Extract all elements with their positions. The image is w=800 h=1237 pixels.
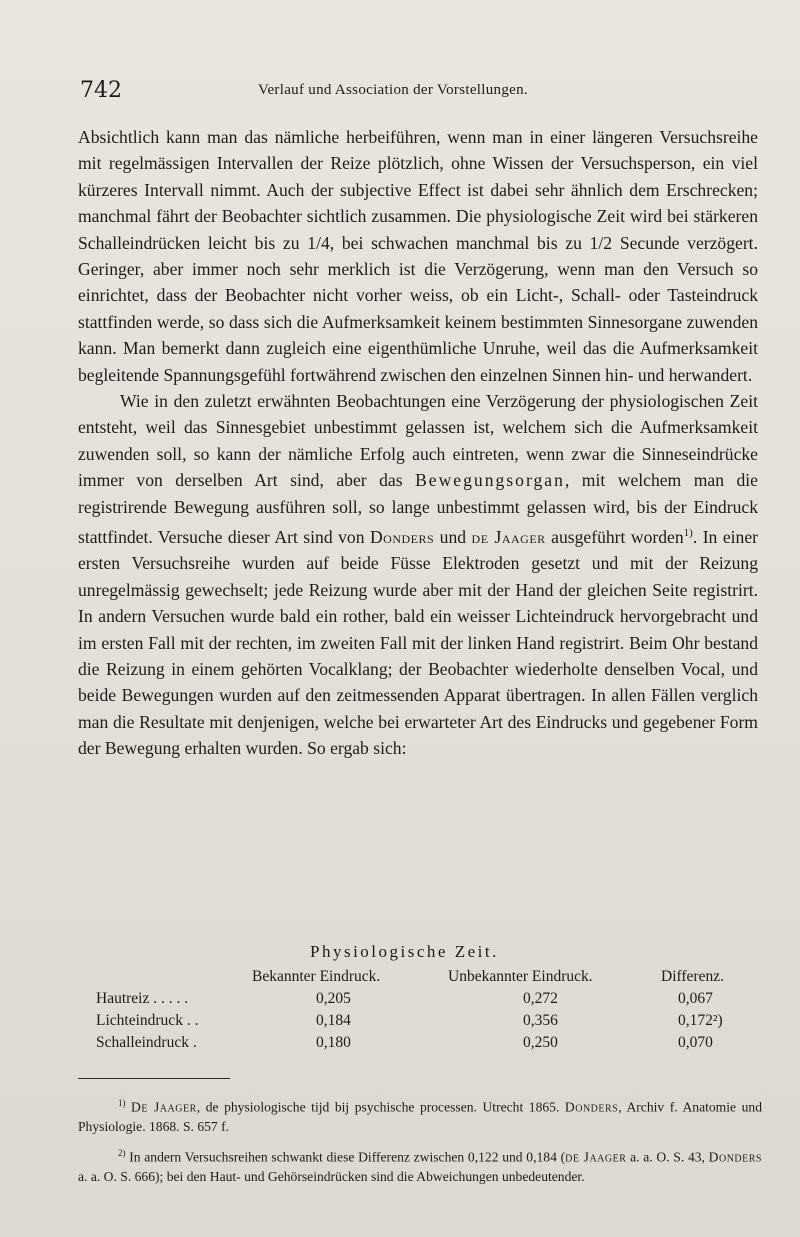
cell-difference: 0,172²) (678, 1012, 723, 1029)
cell-known: 0,180 (316, 1034, 351, 1051)
table-row (96, 1034, 760, 1056)
footnote-1 (78, 1094, 762, 1137)
column-header-known: Bekannter Eindruck. (252, 968, 381, 985)
column-header-unknown: Unbekannter Eindruck. (448, 968, 593, 985)
spaced-emphasis: Bewegungsorgan (415, 470, 565, 491)
cell-unknown: 0,356 (523, 1012, 558, 1029)
footnotes (78, 1094, 762, 1186)
footnote-1-text-a: , de physiologische tijd bij psychische processen. Utrecht 1865. (196, 1099, 565, 1115)
running-head: Verlauf und Association der Vorstellungen. (258, 82, 528, 98)
footnote-2-text-c: a. a. O. S. 666); bei den Haut- und Gehörseindrücken sind die Abweichungen unbedeutender. (78, 1168, 585, 1184)
paragraph-1-text-b: , bei schwachen manchmal bis zu (329, 232, 590, 253)
paragraph-1 (78, 124, 758, 388)
paragraph-1-text-c: Secunde verzögert. Geringer, aber immer noch sehr merklich ist die Verzögerung, wenn man den Versuch so einrichtet, dass der Beobachter nicht vorher weiss, ob ein Licht-, Schall- oder Tasteindruck stattfinden werde, so dass sich die Aufmerksamkeit keinem bestimmten Sinnesorgane zuwenden kann. Man bemerkt dann zugleich eine eigenthümliche Unruhe, weil das die Aufmerksamkeit begleitende Spannungsgefühl fortwährend zwischen den einzelnen Sinnen hin- und herwandert. (78, 232, 758, 385)
paragraph-1-text-a: Absichtlich kann man das nämliche herbeiführen, wenn man in einer längeren Versuchsreihe mit regelmässigen Intervallen der Reize plötzlich, ohne Wissen der Versuchsperson, ein viel kürzeres Intervall nimmt. Auch der subjective Effect ist dabei sehr ähnlich dem Erschrecken; manchmal fährt der Beobachter sichtlich zusammen. Die physiologische Zeit wird bei stärkeren Schalleindrücken leicht bis zu (78, 127, 758, 253)
row-label: Lichteindruck . . (96, 1012, 199, 1029)
page-header (80, 78, 760, 104)
footnote-1-text-b: , Archiv f. Anatomie und Physiologie. 1868. S. 657 f. (78, 1099, 762, 1135)
paragraph-2 (78, 388, 758, 762)
paragraph-2-text-b: , mit welchem man die registrirende Bewegung ausführen soll, so lange unbestimmt gelassen wird, bis der Eindruck stattfindet. Versuche dieser Art sind von (78, 470, 758, 547)
table-header-row (96, 968, 760, 990)
footnote-1-author-de-jaager: De Jaager (131, 1099, 197, 1115)
footnote-2-text-b: a. a. O. S. 43, (626, 1149, 709, 1165)
cell-unknown: 0,272 (523, 990, 558, 1007)
table-caption: Physiologische Zeit. (310, 942, 499, 961)
table-row (96, 1012, 760, 1034)
table-row (96, 990, 760, 1012)
footnote-2-author-de-jaager: de Jaager (565, 1149, 627, 1165)
cell-known: 0,205 (316, 990, 351, 1007)
page-number: 742 (80, 78, 122, 103)
paragraph-2-text-d: ausgeführt worden (545, 526, 684, 547)
footnote-divider (78, 1078, 230, 1079)
footnote-2-text-a: In andern Versuchsreihen schwankt diese Differenz zwischen 0,122 und 0,184 ( (125, 1149, 566, 1165)
cell-known: 0,184 (316, 1012, 351, 1029)
row-label: Schalleindruck . (96, 1034, 197, 1051)
footnote-1-mark: 1) (118, 1098, 126, 1108)
paragraph-2-text-c: und (434, 526, 472, 547)
cell-unknown: 0,250 (523, 1034, 558, 1051)
paragraph-2-text-a: Wie in den zuletzt erwähnten Beobachtungen eine Verzögerung der physiologischen Zeit entsteht, weil das Sinnesgebiet unbestimmt gelassen ist, welchem sich die Aufmerksamkeit zuwenden soll, so kann der nämliche Erfolg auch eintreten, wenn zwar die Sinneseindrücke immer von derselben Art sind, aber das (78, 391, 758, 491)
paragraph-2-text-e: . In einer ersten Versuchsreihe wurden auf beide Füsse Elektroden gesetzt und mit der Reizung unregelmässig gewechselt; jede Reizung wurde aber mit der Hand der gleichen Seite registrirt. In andern Versuchen wurde bald ein rother, bald ein weisser Lichteindruck hervorgebracht und im ersten Fall mit der rechten, im zweiten Fall mit der linken Hand registrirt. Beim Ohr bestand die Reizung in einem gehörten Vocalklang; der Beobachter wiederholte denselben Vocal, und beide Bewegungen wurden auf den zeitmessenden Apparat übertragen. In allen Fällen verglich man die Resultate mit denjenigen, welche bei erwarteter Art des Eindrucks und gegebener Form der Bewegung erhalten wurden. So ergab sich: (78, 526, 758, 759)
footnote-2-mark: 2) (118, 1147, 126, 1158)
fraction-half: 1/2 (589, 232, 613, 253)
footnote-1-author-donders: Donders (564, 1099, 619, 1115)
fraction-quarter: 1/4 (307, 232, 330, 253)
cell-difference: 0,070 (678, 1034, 713, 1051)
row-label: Hautreiz . . . . . (96, 990, 189, 1007)
author-name-de-jaager: de Jaager (471, 526, 546, 547)
body-text (78, 124, 758, 762)
cell-difference: 0,067 (678, 990, 713, 1007)
author-name-donders: Donders (369, 526, 435, 547)
footnote-2-author-donders: Donders (708, 1149, 762, 1165)
results-table (96, 968, 760, 1056)
footnote-2 (78, 1144, 762, 1187)
footnote-reference-1: 1) (683, 527, 693, 540)
column-header-difference: Differenz. (661, 968, 724, 985)
